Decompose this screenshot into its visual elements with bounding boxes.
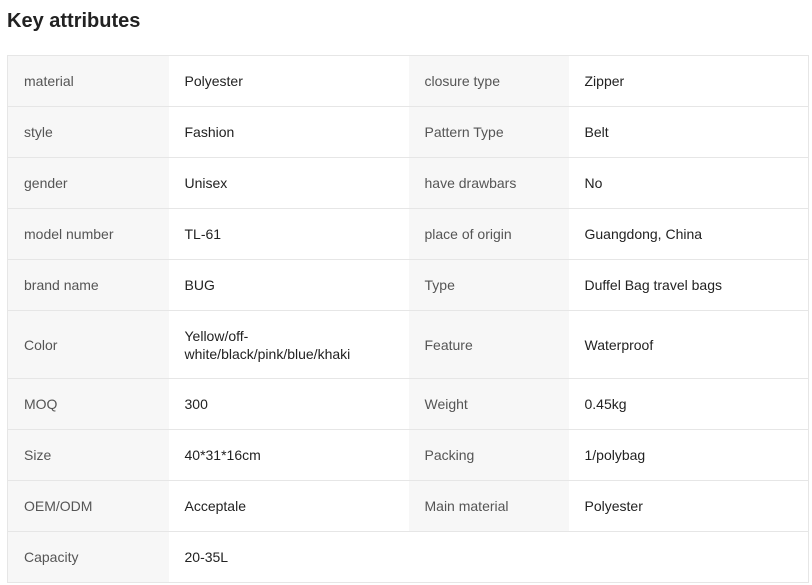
attribute-value: Waterproof [569,311,809,379]
attribute-label: Type [409,260,569,311]
section-title: Key attributes [7,10,141,32]
attribute-label: OEM/ODM [8,481,169,532]
attribute-value: Acceptale [169,481,409,532]
attribute-label: Capacity [8,532,169,583]
empty-cell [409,532,569,583]
attribute-label: MOQ [8,379,169,430]
attribute-value: Belt [569,107,809,158]
attribute-label: Color [8,311,169,379]
attribute-value: No [569,158,809,209]
attribute-label: have drawbars [409,158,569,209]
attribute-label: Packing [409,430,569,481]
key-attributes-table [7,55,809,583]
attribute-value: 0.45kg [569,379,809,430]
attribute-label: Size [8,430,169,481]
attribute-label: style [8,107,169,158]
attribute-row [8,532,809,583]
attribute-value: BUG [169,260,409,311]
attribute-value: Polyester [569,481,809,532]
attribute-row [8,481,809,532]
attribute-label: material [8,56,169,107]
attribute-value: 20-35L [169,532,409,583]
attribute-value: 1/polybag [569,430,809,481]
attribute-value: Polyester [169,56,409,107]
attribute-value: Guangdong, China [569,209,809,260]
attribute-label: Pattern Type [409,107,569,158]
attribute-row [8,430,809,481]
attribute-row [8,379,809,430]
attribute-value: Fashion [169,107,409,158]
empty-cell [569,532,809,583]
attribute-label: closure type [409,56,569,107]
attribute-label: brand name [8,260,169,311]
attribute-row [8,56,809,107]
attribute-row [8,158,809,209]
attribute-value: Unisex [169,158,409,209]
attribute-row [8,209,809,260]
attribute-label: place of origin [409,209,569,260]
attribute-label: model number [8,209,169,260]
attribute-row [8,107,809,158]
attribute-value: Yellow/off-white/black/pink/blue/khaki [169,311,409,379]
attribute-value: Duffel Bag travel bags [569,260,809,311]
attribute-row [8,260,809,311]
attribute-label: Feature [409,311,569,379]
attribute-label: gender [8,158,169,209]
attribute-label: Main material [409,481,569,532]
attribute-row [8,311,809,379]
attribute-label: Weight [409,379,569,430]
attribute-value: 40*31*16cm [169,430,409,481]
attribute-value: Zipper [569,56,809,107]
attribute-value: TL-61 [169,209,409,260]
attribute-value: 300 [169,379,409,430]
